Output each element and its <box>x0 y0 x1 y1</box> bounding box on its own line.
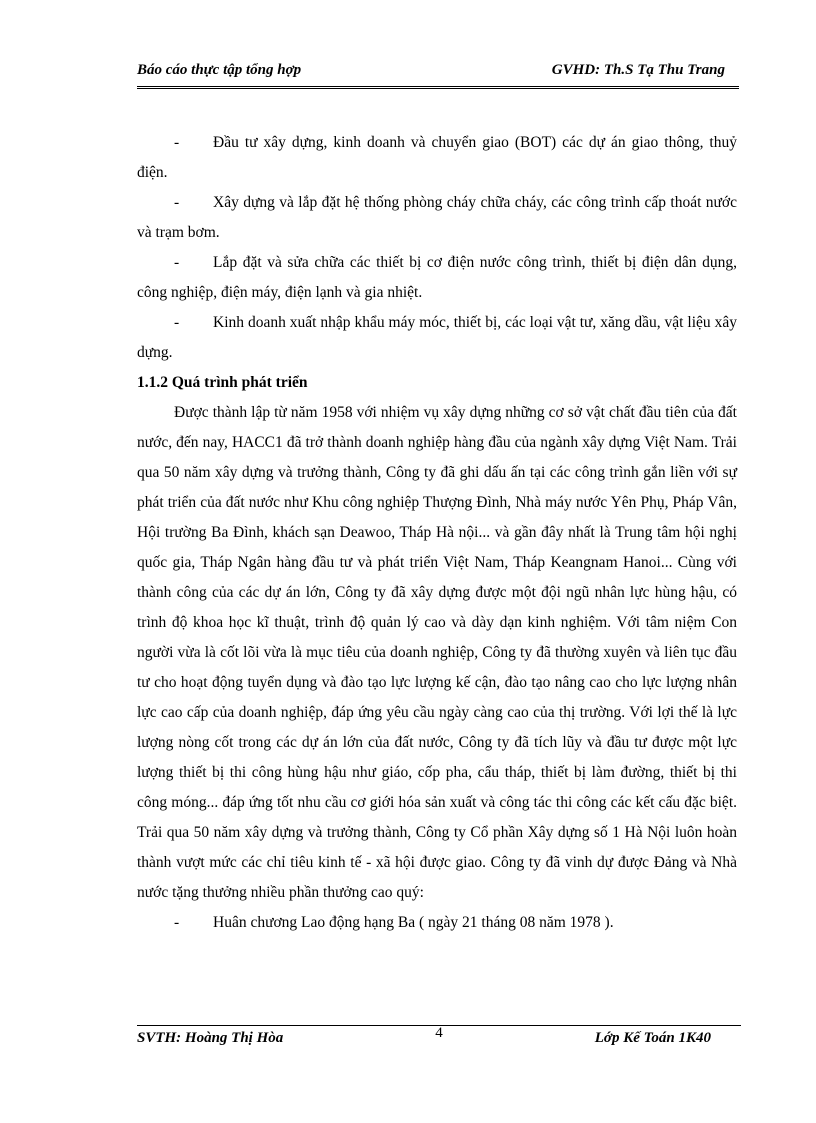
footer-class-name: Lớp Kế Toán 1K40 <box>594 1030 711 1046</box>
page-number: 4 <box>435 1025 443 1041</box>
bullet-item <box>137 188 737 248</box>
footer-student-name: SVTH: Hoàng Thị Hòa <box>137 1030 284 1046</box>
bullet-item <box>137 128 737 188</box>
page-header <box>137 60 739 89</box>
bullet-dash: - <box>174 914 180 931</box>
bullet-item <box>137 908 737 938</box>
page-footer <box>137 1025 741 1052</box>
bullet-dash: - <box>174 254 180 271</box>
bullet-text: Huân chương Lao động hạng Ba ( ngày 21 tháng 08 năm 1978 ). <box>213 914 614 931</box>
bullet-text: Xây dựng và lắp đặt hệ thống phòng cháy chữa cháy, các công trình cấp thoát nước và trạm bơm. <box>137 194 737 241</box>
bullet-item <box>137 248 737 308</box>
bullet-text: Kinh doanh xuất nhập khẩu máy móc, thiết bị, các loại vật tư, xăng dầu, vật liệu xây dựng. <box>137 314 737 361</box>
header-supervisor: GVHD: Th.S Tạ Thu Trang <box>551 62 725 78</box>
bullet-item <box>137 308 737 368</box>
bullet-dash: - <box>174 314 180 331</box>
bullet-text: Lắp đặt và sửa chữa các thiết bị cơ điện nước công trình, thiết bị điện dân dụng, công nghiệp, điện máy, điện lạnh và gia nhiệt. <box>137 254 737 301</box>
bullet-dash: - <box>174 134 180 151</box>
header-report-title: Báo cáo thực tập tổng hợp <box>137 62 302 78</box>
section-paragraph: Được thành lập từ năm 1958 với nhiệm vụ xây dựng những cơ sở vật chất đầu tiên của đất nước, đến nay, HACC1 đã trở thành doanh nghiệp hàng đầu của ngành xây dựng Việt Nam. Trải qua 50 năm xây dựng và trưởng thành, Công ty đã ghi dấu ấn tại các công trình gắn liền với sự phát triển của đất nước như Khu công nghiệp Thượng Đình, Nhà máy nước Yên Phụ, Pháp Vân, Hội trường Ba Đình, khách sạn Deawoo, Tháp Hà nội... và gần đây nhất là Trung tâm hội nghị quốc gia, Tháp Ngân hàng đầu tư và phát triển Việt Nam, Tháp Keangnam Hanoi... Cùng với thành công của các dự án lớn, Công ty đã xây dựng được một đội ngũ nhân lực hùng hậu, có trình độ khoa học kĩ thuật, trình độ quản lý cao và dày dạn kinh nghiệm. Với tâm niệm Con người vừa là cốt lõi vừa là mục tiêu của doanh nghiệp, Công ty đã thường xuyên và liên tục đầu tư cho hoạt động tuyển dụng và đào tạo lực lượng kế cận, đào tạo nâng cao cho lực lượng nhân lực cao cấp của doanh nghiệp, đáp ứng yêu cầu ngày càng cao của thị trường. Với lợi thế là lực lượng nòng cốt trong các dự án lớn của đất nước, Công ty đã tích lũy và đầu tư được một lực lượng thiết bị thi công hùng hậu như giáo, cốp pha, cẩu tháp, thiết bị làm đường, thiết bị thi công móng... đáp ứng tốt nhu cầu cơ giới hóa sản xuất và công tác thi công các kết cấu đặc biệt. Trải qua 50 năm xây dựng và trưởng thành, Công ty Cổ phần Xây dựng số 1 Hà Nội luôn hoàn thành vượt mức các chỉ tiêu kinh tế - xã hội được giao. Công ty đã vinh dự được Đảng và Nhà nước tặng thưởng nhiều phần thưởng cao quý: <box>137 404 737 901</box>
section-heading: 1.1.2 Quá trình phát triển <box>137 374 308 391</box>
bullet-dash: - <box>174 194 180 211</box>
document-body <box>137 128 737 938</box>
bullet-text: Đầu tư xây dựng, kinh doanh và chuyển giao (BOT) các dự án giao thông, thuỷ điện. <box>137 134 737 181</box>
